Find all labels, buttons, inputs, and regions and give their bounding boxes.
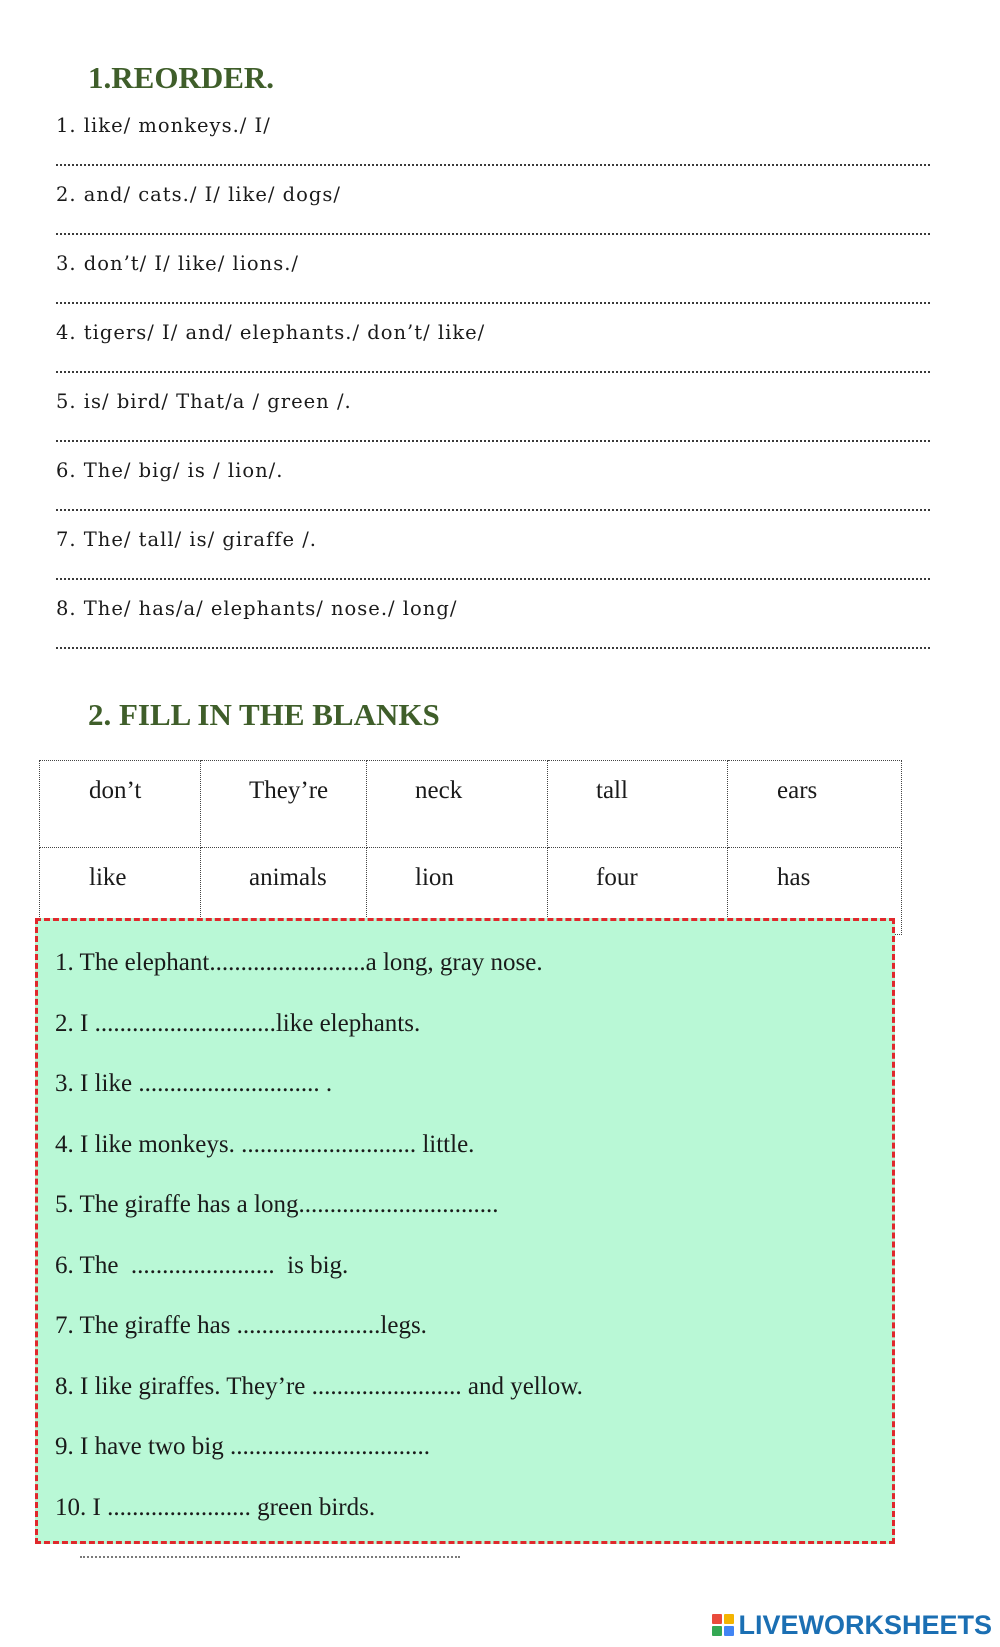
word-bank-cell: lion: [367, 848, 548, 935]
reorder-item: [56, 114, 930, 183]
word-bank-cell: They’re: [201, 761, 367, 848]
word-bank-cell: don’t: [40, 761, 201, 848]
fill-blank-sentence[interactable]: 5. The giraffe has a long................................: [55, 1191, 499, 1218]
word-bank-cell: four: [548, 848, 728, 935]
reorder-prompt: 2. and/ cats./ I/ like/ dogs/: [56, 183, 341, 206]
fill-blank-sentence[interactable]: 4. I like monkeys. ............................ little.: [55, 1130, 475, 1158]
fill-blanks-list: [55, 949, 583, 1554]
reorder-item: [56, 597, 930, 666]
cut-off-text-line: [80, 1556, 460, 1558]
fill-blank-sentence[interactable]: 7. The giraffe has .......................legs.: [55, 1312, 427, 1339]
reorder-prompt: 6. The/ big/ is / lion/.: [56, 459, 284, 482]
fill-blank-sentence[interactable]: 6. The ....................... is big.: [55, 1251, 349, 1279]
answer-line[interactable]: [56, 440, 930, 442]
word-bank-row: [40, 761, 902, 848]
answer-line[interactable]: [56, 302, 930, 304]
answer-line[interactable]: [56, 647, 930, 649]
word-bank-cell: ears: [728, 761, 902, 848]
fill-blanks-box: [35, 918, 895, 1544]
liveworksheets-brand[interactable]: [712, 1610, 992, 1640]
reorder-item: [56, 528, 930, 597]
reorder-item: [56, 390, 930, 459]
reorder-prompt: 7. The/ tall/ is/ giraffe /.: [56, 528, 318, 551]
reorder-list: [56, 114, 930, 666]
section1-heading: 1.REORDER.: [88, 60, 275, 95]
fill-blank-sentence[interactable]: 3. I like ............................. .: [55, 1070, 333, 1097]
fill-blank-sentence[interactable]: 2. I .............................like elephants.: [55, 1009, 421, 1037]
brand-name: LIVEWORKSHEETS: [738, 1609, 992, 1640]
word-bank-table: [39, 760, 902, 935]
section2-heading: 2. FILL IN THE BLANKS: [88, 697, 440, 732]
reorder-prompt: 1. like/ monkeys./ I/: [56, 114, 271, 137]
word-bank-cell: neck: [367, 761, 548, 848]
liveworksheets-logo-icon: [712, 1614, 734, 1636]
answer-line[interactable]: [56, 371, 930, 373]
answer-line[interactable]: [56, 164, 930, 166]
reorder-prompt: 4. tigers/ I/ and/ elephants./ don’t/ like/: [56, 321, 486, 344]
fill-blank-sentence[interactable]: 8. I like giraffes. They’re ........................ and yellow.: [55, 1372, 583, 1400]
word-bank-cell: has: [728, 848, 902, 935]
word-bank-cell: tall: [548, 761, 728, 848]
reorder-item: [56, 321, 930, 390]
word-bank-cell: animals: [201, 848, 367, 935]
fill-blank-sentence[interactable]: 10. I ....................... green birds.: [55, 1493, 376, 1521]
reorder-prompt: 3. don’t/ I/ like/ lions./: [56, 252, 300, 275]
answer-line[interactable]: [56, 578, 930, 580]
fill-blank-sentence[interactable]: 1. The elephant.........................a long, gray nose.: [55, 949, 543, 976]
reorder-item: [56, 252, 930, 321]
reorder-prompt: 5. is/ bird/ That/a / green /.: [56, 390, 352, 413]
word-bank-cell: like: [40, 848, 201, 935]
reorder-item: [56, 183, 930, 252]
answer-line[interactable]: [56, 233, 930, 235]
answer-line[interactable]: [56, 509, 930, 511]
fill-blank-sentence[interactable]: 9. I have two big ................................: [55, 1433, 430, 1460]
reorder-item: [56, 459, 930, 528]
reorder-prompt: 8. The/ has/a/ elephants/ nose./ long/: [56, 597, 458, 620]
